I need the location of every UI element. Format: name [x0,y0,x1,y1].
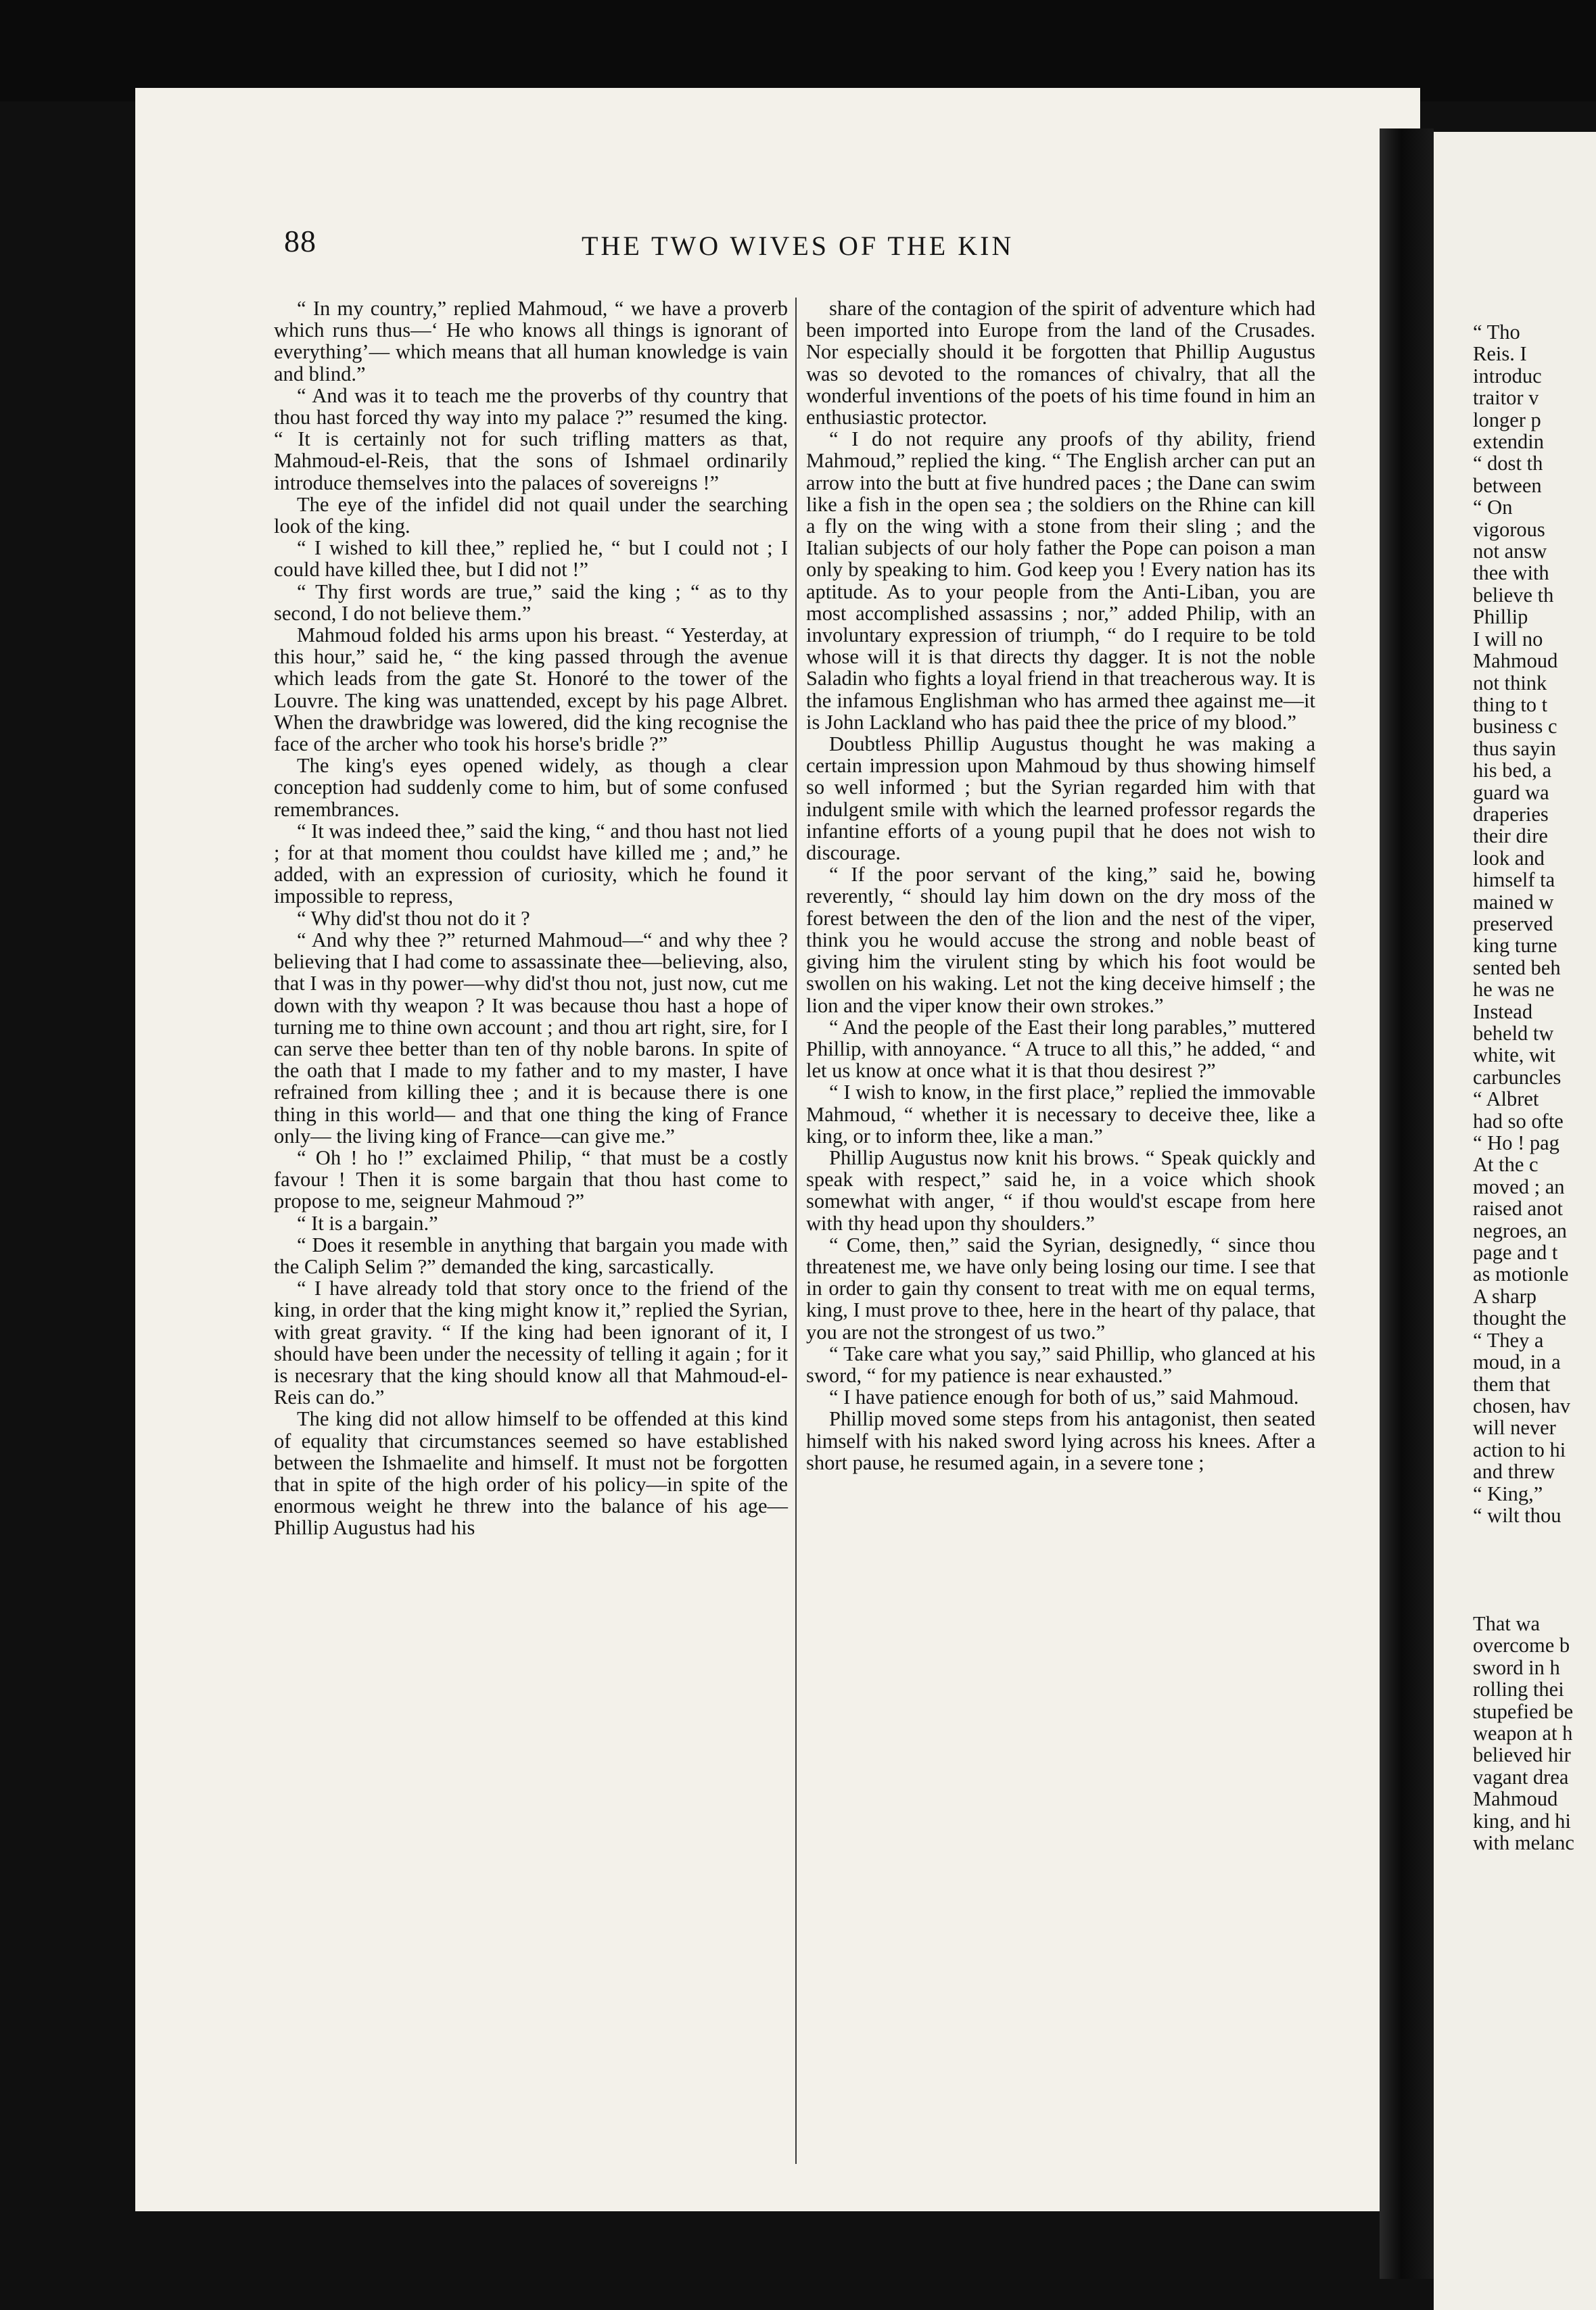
text-line: draperies [1473,802,1549,826]
text-line: thee with [1473,561,1549,585]
paragraph: “ It is a bargain.” [297,1211,438,1235]
text-line: look and [1473,846,1545,870]
text-line: mained w [1473,890,1554,914]
paragraph: “ I wished to kill thee,” replied he, “ but I could not ; I could have killed thee, but I did not !” [274,536,788,582]
paragraph: “ I wish to know, in the first place,” replied the immovable Mahmoud, “ whether it is necessary to deceive thee, like a king, or to inform thee, like a man.” [806,1081,1315,1148]
text-line: thing to t [1473,692,1548,716]
text-line: longer p [1473,408,1541,431]
text-line: action to hi [1473,1438,1566,1461]
paragraph: “ Does it resemble in anything that bargain you made with the Caliph Selim ?” demanded the king, sarcastically. [274,1233,788,1278]
next-page-fragment [1434,132,1596,2310]
paragraph: “ And the people of the East their long parables,” muttered Phillip, with annoyance. “ A truce to all this,” he added, “ and let us know at once what it is that thou desirest ?” [806,1015,1315,1083]
text-line: extendin [1473,430,1545,454]
paragraph: “ And why thee ?” returned Mahmoud—“ and why thee ? believing that I had come to assassinate thee—believing, also, that I was in thy power—why did'st thou not, just now, cut me down with thy weapon ? It was because thou hast a hope of turning me to thine own account ; and thou art right, sire, for I can serve thee better than ten of thy noble barons. In spite of the oath that I made to my father and to my master, I have refrained from killing thee ; and it is because there is one thing in this world— and that one thing the king of France only— the living king of France—can give me.” [274,928,788,1148]
text-line: he was ne [1473,978,1555,1001]
paragraph: “ It was indeed thee,” said the king, “ and thou hast not lied ; for at that moment thou couldst have killed me ; and,” he added, with an expression of curiosity, which he found it impossible to repress, [274,819,788,908]
text-line: raised anot [1473,1197,1563,1221]
text-line: as motionle [1473,1263,1569,1286]
next-page-bottom-lines [1434,1613,1574,1854]
text-line: Instead [1473,999,1533,1023]
paragraph: “ Why did'st thou not do it ? [297,906,530,930]
paragraph: “ Come, then,” said the Syrian, designedly, “ since thou threatenest me, we have only being losing our time. I see that in order to gain thy consent to treat with me on equal terms, king, I must prove to thee, here in the heart of thy palace, that you are not the strongest of us two.” [806,1233,1315,1344]
text-line: Mahmoud [1473,649,1558,673]
text-line: “ Albret [1473,1087,1539,1111]
paragraph: Doubtless Phillip Augustus thought he was making a certain impression upon Mahmoud by thus showing himself so well informed ; but the Syrian regarded him with that indulgent smile with which the learned professor regards the infantine efforts of a young pupil that he does not wish to discourage. [806,732,1315,865]
paragraph: “ And was it to teach me the proverbs of thy country that thou hast forced thy way into my palace ?” resumed the king. “ It is certainly not for such trifling matters as that, Mahmoud-el-Reis, that the sons of Ishmael ordinarily introduce themselves into the palaces of sovereigns !” [274,383,788,494]
text-line: carbuncles [1473,1065,1562,1089]
text-line: white, wit [1473,1043,1555,1067]
text-line: I will no [1473,627,1543,651]
paragraph: “ Take care what you say,” said Phillip, who glanced at his sword, “ for my patience is near exhausted.” [806,1342,1315,1387]
text-line: thought the [1473,1306,1567,1330]
text-line: negroes, an [1473,1219,1567,1242]
paragraph: “ In my country,” replied Mahmoud, “ we have a proverb which runs thus—‘ He who knows all things is ignorant of everything’— which means that all human knowledge is vain and blind.” [274,297,788,385]
text-line: will never [1473,1416,1556,1440]
text-line: sented beh [1473,956,1561,979]
text-line: Reis. I [1473,342,1527,366]
column-rule [795,298,797,2164]
text-line: and threw [1473,1460,1555,1484]
text-line: “ They a [1473,1328,1544,1352]
book-gutter [1380,128,1434,2279]
next-page-top-lines [1434,321,1570,1526]
text-line: traitor v [1473,386,1539,410]
text-line: “ Tho [1473,321,1520,344]
paragraph: “ Oh ! ho !” exclaimed Philip, “ that must be a costly favour ! Then it is some bargain that thou hast come to propose to me, seigneur Mahmoud ?” [274,1146,788,1213]
text-line: At the c [1473,1153,1539,1177]
paragraph: “ I do not require any proofs of thy ability, friend Mahmoud,” replied the king. “ The English archer can put an arrow into the butt at five hundred paces ; the Dane can swim like a fish in the open sea ; the soldiers on the Rhine can kill a fly on the wing with a stone from their sling ; and the Italian subjects of our holy father the Pope can poison a man only by speaking to him. God keep you ! Every nation has its aptitude. As to your people from the Anti-Liban, you are most accomplished assassins ; nor,” added Philip, with an involuntary expression of triumph, “ do I require to be told whose will it is that directs thy dagger. It is not the noble Saladin who fights a loyal friend in that treacherous way. It is the infamous Englishman who has armed thee against me—it is John Lackland who has paid thee the price of my blood.” [806,427,1315,734]
text-line: That wa [1473,1612,1541,1635]
text-line: sword in h [1473,1655,1560,1679]
text-line: moud, in a [1473,1350,1561,1374]
text-line: chosen, hav [1473,1394,1570,1417]
text-line: preserved [1473,912,1553,935]
paragraph: The eye of the infidel did not quail under the searching look of the king. [274,492,788,538]
text-line: believe th [1473,583,1554,607]
text-line: beheld tw [1473,1022,1554,1045]
paragraph: “ Thy first words are true,” said the king ; “ as to thy second, I do not believe them.” [274,580,788,625]
text-line: king turne [1473,934,1557,958]
text-line: A sharp [1473,1284,1537,1308]
paragraph: The king did not allow himself to be offended at this kind of equality that circumstances seemed so have established between the Ishmaelite and himself. It must not be forgotten that in spite of the high order of his policy—in spite of the enormous weight he threw into the balance of his age—Phillip Augustus had his [274,1407,788,1540]
text-line: rolling thei [1473,1678,1564,1701]
text-line: stupefied be [1473,1699,1574,1723]
scan-background [0,0,1596,101]
paragraph: “ I have patience enough for both of us,” said Mahmoud. [829,1386,1299,1409]
running-head: THE TWO WIVES OF THE KIN [582,231,1014,261]
paragraph: Mahmoud folded his arms upon his breast. “ Yesterday, at this hour,” said he, “ the king passed through the avenue which leads from the gate St. Honoré to the tower of the Louvre. The king was unattended, except by his page Albret. When the drawbridge was lowered, did the king recognise the face of the archer who took his horse's bridle ?” [274,623,788,756]
text-line: thus sayin [1473,736,1556,760]
text-line: “ wilt thou [1473,1503,1562,1527]
right-column [806,298,1315,1474]
text-line: overcome b [1473,1634,1570,1657]
text-line: with melanc [1473,1831,1574,1855]
text-line: king, and hi [1473,1809,1571,1833]
page-number: 88 [284,224,316,258]
text-line: them that [1473,1372,1551,1396]
text-line: weapon at h [1473,1722,1573,1745]
text-line: not answ [1473,540,1547,563]
text-line: “ dost th [1473,452,1543,475]
text-line: vigorous [1473,517,1545,541]
text-line: between [1473,473,1542,497]
text-line: himself ta [1473,868,1555,892]
text-line: introduc [1473,364,1542,387]
text-line: guard wa [1473,780,1549,804]
text-line: Mahmoud [1473,1787,1558,1811]
text-line: “ On [1473,496,1513,519]
text-line: Phillip [1473,605,1528,629]
text-line: his bed, a [1473,759,1552,782]
left-column [274,298,788,1539]
paragraph: “ If the poor servant of the king,” said he, bowing reverently, “ should lay him down on the dry moss of the forest between the den of the lion and the nest of the viper, think you he would accuse the strong and noble beast of giving him the virulent sting by which his foot would be swollen on his waking. Let not the king deceive himself ; the lion and the viper know their own strokes.” [806,863,1315,1017]
text-line: their dire [1473,824,1548,848]
paragraph: The king's eyes opened widely, as though a clear conception had suddenly come to him, but of some confused remembrances. [274,754,788,821]
paragraph: “ I have already told that story once to the friend of the king, in order that the king might know it,” replied the Syrian, with great gravity. “ If the king had been ignorant of it, I should have been under the necessity of telling it again ; for it is necesrary that the king should know all that Mahmoud-el-Reis can do.” [274,1277,788,1409]
paragraph: Phillip Augustus now knit his brows. “ Speak quickly and speak with respect,” said he, in a voice which shook somewhat with anger, “ if thou would'st escape from here with thy head upon thy shoulders.” [806,1146,1315,1235]
text-line: not think [1473,671,1547,694]
text-line: had so ofte [1473,1109,1564,1133]
text-line: “ King,” [1473,1482,1543,1505]
text-line: believed hir [1473,1743,1571,1767]
text-line: “ Ho ! pag [1473,1131,1559,1155]
text-line: business c [1473,715,1557,738]
paragraph: Phillip moved some steps from his antagonist, then seated himself with his naked sword lying across his knees. After a short pause, he resumed again, in a severe tone ; [806,1407,1315,1474]
text-line: moved ; an [1473,1175,1565,1198]
text-line: page and t [1473,1241,1558,1265]
paragraph: share of the contagion of the spirit of adventure which had been imported into Europe from the land of the Crusades. Nor especially should it be forgotten that Phillip Augustus was so devoted to the romances of chivalry, that all the wonderful inventions of the poets of his time found in him an enthusiastic protector. [806,297,1315,429]
text-line: vagant drea [1473,1765,1569,1789]
